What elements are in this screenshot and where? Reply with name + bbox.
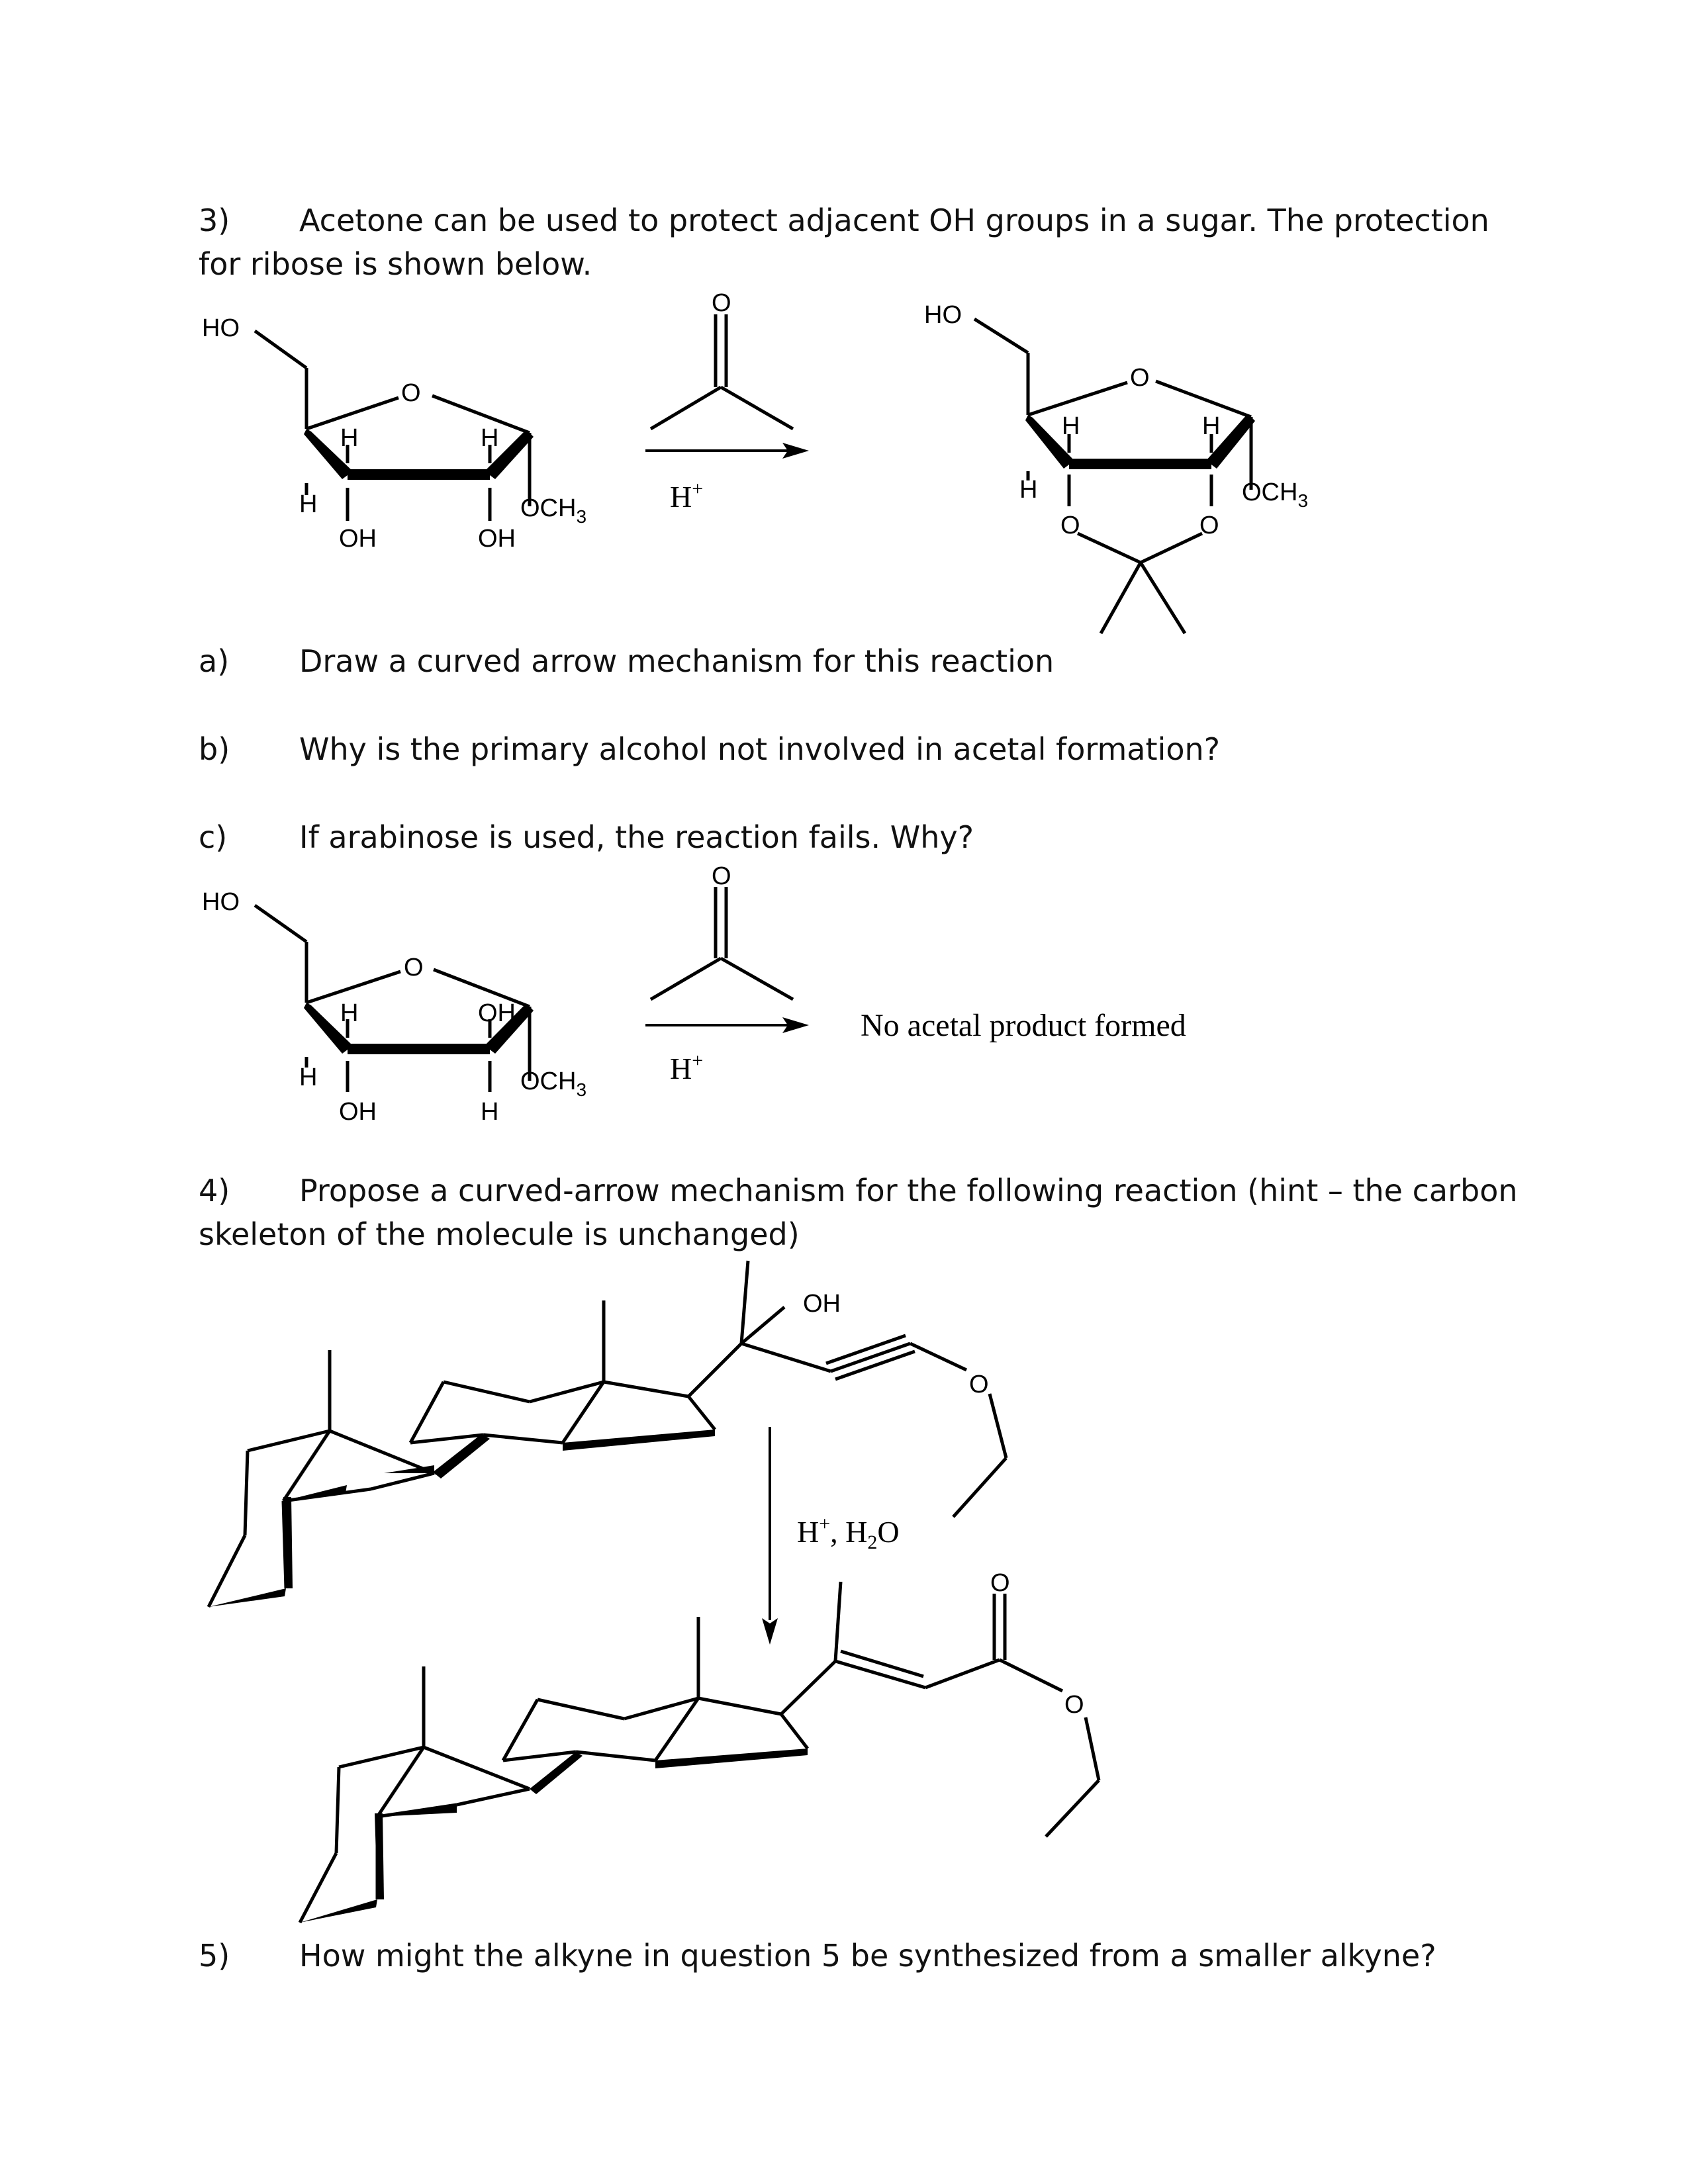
scheme1-reagent: H+ xyxy=(670,478,704,514)
question-3c-label: c) xyxy=(199,819,228,855)
question-3a-label: a) xyxy=(199,643,230,679)
ribose-oh-label: OH xyxy=(339,525,377,553)
scheme3-reagent: H+, $H_2O$ xyxy=(797,1513,900,1553)
scheme1-product-structure xyxy=(974,319,1251,633)
acetonide-ring-o-label: O xyxy=(1130,364,1150,392)
question-4-number: 4) xyxy=(199,1173,230,1208)
acetonide-o-label: O xyxy=(1060,512,1080,539)
scheme3-ether-o-label: O xyxy=(969,1371,989,1398)
ribose-oh-label: OH xyxy=(478,525,516,553)
acetonide-h-label: H xyxy=(1019,476,1038,504)
scheme3-oh-label: OH xyxy=(803,1290,841,1318)
acetonide-o-label: O xyxy=(1199,512,1219,539)
scheme1-acetone-o-label: O xyxy=(712,289,731,317)
question-3b-text: Why is the primary alcohol not involved in acetal formation? xyxy=(299,731,1221,767)
arabinose-ho-label: HO xyxy=(202,888,240,916)
ribose-h-label: H xyxy=(340,424,359,452)
question-4-text-line2: skeleton of the molecule is unchanged) xyxy=(199,1216,800,1252)
scheme1-reaction-arrow xyxy=(645,443,809,459)
ribose-och3-label: $OCH_3$ xyxy=(520,494,587,527)
scheme3-starting-material xyxy=(209,1261,1006,1607)
arabinose-och3-label: $OCH_3$ xyxy=(520,1068,587,1100)
scheme3-product xyxy=(300,1582,1099,1923)
ribose-h-label: H xyxy=(481,424,499,452)
arabinose-h-label: H xyxy=(481,1098,499,1126)
scheme2-acetone-o-label: O xyxy=(712,862,731,890)
arabinose-h-label: H xyxy=(299,1064,318,1091)
question-3a-text: Draw a curved arrow mechanism for this reaction xyxy=(299,643,1055,679)
scheme3-product-carbonyl-o-label: O xyxy=(990,1569,1010,1597)
ribose-ho-label: HO xyxy=(202,314,240,342)
ribose-h-label: H xyxy=(299,490,318,518)
question-3-text-line1: Acetone can be used to protect adjacent OH groups in a sugar. The protection xyxy=(299,203,1489,238)
acetonide-h-label: H xyxy=(1202,412,1221,440)
arabinose-ring-o-label: O xyxy=(404,954,424,981)
ribose-ring-o-label: O xyxy=(401,379,421,407)
acetonide-och3-label: $OCH_3$ xyxy=(1242,478,1309,511)
question-3b-label: b) xyxy=(199,731,230,767)
arabinose-h-label: H xyxy=(340,999,359,1027)
arabinose-oh-label: OH xyxy=(478,999,516,1027)
scheme2-reaction-arrow xyxy=(645,1017,809,1033)
scheme2-arabinose-structure xyxy=(255,905,530,1092)
question-4-text-line1: Propose a curved-arrow mechanism for the following reaction (hint – the carbon xyxy=(299,1173,1518,1208)
question-3c-text: If arabinose is used, the reaction fails. Why? xyxy=(299,819,974,855)
scheme2-result-text: No acetal product formed xyxy=(861,1008,1186,1043)
scheme2-acetone xyxy=(651,887,793,999)
scheme2-reagent: H+ xyxy=(670,1050,704,1085)
scheme1-acetone xyxy=(651,314,793,429)
scheme3-reaction-arrow xyxy=(762,1427,778,1645)
question-3-number: 3) xyxy=(199,203,230,238)
acetonide-ho-label: HO xyxy=(924,301,962,329)
question-5-number: 5) xyxy=(199,1938,230,1974)
arabinose-oh-label: OH xyxy=(339,1098,377,1126)
question-3-text-line2: for ribose is shown below. xyxy=(199,246,592,282)
question-5-text: How might the alkyne in question 5 be synthesized from a smaller alkyne? xyxy=(299,1938,1436,1974)
scheme3-product-ester-o-label: O xyxy=(1064,1691,1084,1719)
acetonide-h-label: H xyxy=(1062,412,1080,440)
